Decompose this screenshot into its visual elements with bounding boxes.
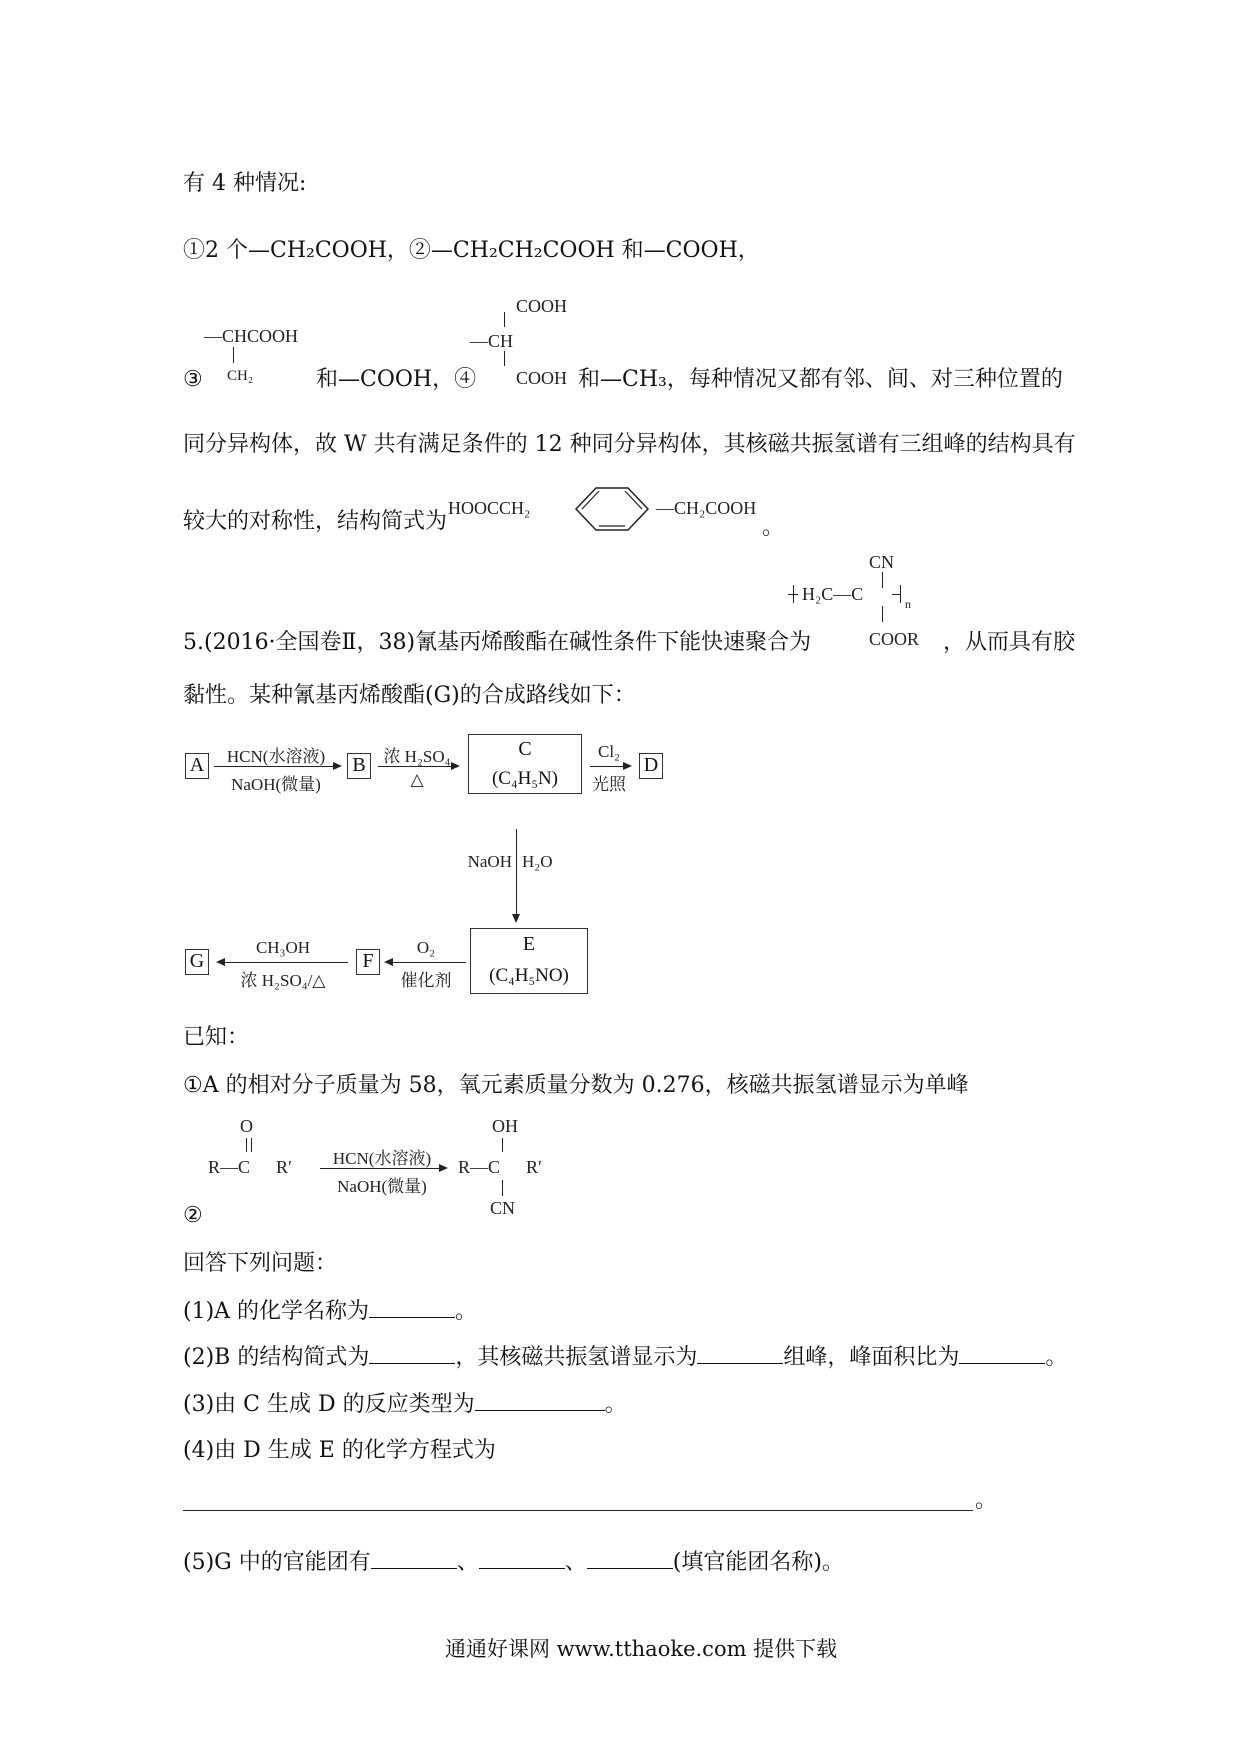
answer-blank-2a[interactable] bbox=[369, 1343, 455, 1364]
arrow-ef bbox=[386, 962, 466, 963]
polymer-bracket-right bbox=[900, 585, 901, 603]
product-cn: CN bbox=[490, 1198, 516, 1218]
polymer-coor: COOR bbox=[869, 629, 920, 649]
case-1-2-text: ①2 个—CH₂COOH，②—CH₂CH₂COOH 和—COOH， bbox=[183, 238, 760, 263]
arrow-bc bbox=[378, 766, 458, 767]
ab-reagent: HCN(水溶液) bbox=[226, 747, 326, 766]
sym-left-group: HOOCCH₂ bbox=[448, 498, 531, 518]
product-oh: OH bbox=[492, 1116, 518, 1136]
box-g: G bbox=[185, 949, 209, 975]
box-e bbox=[470, 928, 588, 994]
ketone-r-prime: R′ bbox=[276, 1157, 292, 1177]
question-3-end: 。 bbox=[604, 1392, 627, 1417]
product-rc: R—C bbox=[458, 1157, 501, 1177]
question-4-text: (4)由 D 生成 E 的化学方程式为 bbox=[183, 1438, 496, 1463]
case-4-text: 和—CH₃，每种情况又都有邻、间、对三种位置的 bbox=[578, 367, 1063, 392]
answer-blank-3[interactable] bbox=[475, 1390, 605, 1411]
sym-right-group: —CH₂COOH bbox=[656, 498, 757, 518]
struct3-bottom: CH₂ bbox=[227, 368, 254, 384]
symmetry-text: 较大的对称性，结构简式为 bbox=[183, 509, 448, 534]
product-r-prime: R′ bbox=[526, 1157, 542, 1177]
box-f: F bbox=[356, 949, 380, 975]
box-c bbox=[468, 734, 582, 794]
struct4-bond-up bbox=[504, 312, 505, 327]
ketone-double-bond-1 bbox=[246, 1138, 247, 1152]
known-item-2: ② bbox=[183, 1203, 203, 1228]
case-3-marker: ③ bbox=[183, 367, 203, 392]
answer-blank-5c[interactable] bbox=[587, 1548, 673, 1569]
ef-reagent: O₂ bbox=[416, 938, 436, 957]
intro-text: 有 4 种情况: bbox=[183, 171, 307, 196]
answer-blank-5b[interactable] bbox=[479, 1548, 565, 1569]
arrow-cd bbox=[590, 766, 630, 767]
box-c-label: C bbox=[518, 738, 532, 760]
bc-condition: △ bbox=[410, 770, 424, 789]
question-5 bbox=[183, 1548, 844, 1577]
polymer-bond-down bbox=[882, 606, 883, 622]
known-item-1: ①A 的相对分子质量为 58，氧元素质量分数为 0.276，核磁共振氢谱显示为单峰 bbox=[183, 1073, 969, 1098]
known-arrow-reagent: HCN(水溶液) bbox=[332, 1149, 432, 1168]
de-reagent-water: H₂O bbox=[522, 852, 553, 871]
box-d: D bbox=[639, 753, 663, 779]
case-3-text: 和—COOH，④ bbox=[316, 367, 477, 392]
known-arrow-condition: NaOH(微量) bbox=[337, 1177, 427, 1196]
known-arrow bbox=[320, 1168, 446, 1169]
question-2-text-c: 组峰，峰面积比为 bbox=[783, 1345, 960, 1370]
struct4-mid: —CH bbox=[470, 331, 514, 351]
question-5-sep-1: 、 bbox=[456, 1550, 479, 1575]
question-3-text: (3)由 C 生成 D 的反应类型为 bbox=[183, 1392, 475, 1417]
de-reagent: NaOH bbox=[467, 852, 512, 871]
struct4-bond-down bbox=[504, 351, 505, 366]
polymer-bond-up bbox=[882, 572, 883, 588]
ketone-o: O bbox=[240, 1116, 253, 1136]
struct3-top: —CHCOOH bbox=[204, 326, 299, 346]
question-4-end: 。 bbox=[975, 1488, 998, 1513]
box-a: A bbox=[185, 753, 209, 779]
ab-condition: NaOH(微量) bbox=[231, 775, 321, 794]
ketone-double-bond-2 bbox=[251, 1138, 252, 1152]
box-c-formula: (C₄H₅N) bbox=[491, 768, 559, 789]
struct4-bottom: COOH bbox=[516, 368, 568, 388]
question-2-end: 。 bbox=[1045, 1345, 1068, 1370]
cd-reagent: Cl₂ bbox=[598, 742, 620, 761]
question-5-end: (填官能团名称)。 bbox=[672, 1550, 844, 1575]
cd-condition: 光照 bbox=[592, 775, 626, 794]
fg-reagent: CH₃OH bbox=[255, 938, 311, 957]
product-bond-down bbox=[502, 1180, 503, 1196]
known-title: 已知： bbox=[183, 1025, 250, 1050]
isomer-text: 同分异构体，故 W 共有满足条件的 12 种同分异构体，其核磁共振氢谱有三组峰的结构具有 bbox=[183, 432, 1076, 457]
arrow-ab bbox=[214, 766, 340, 767]
question-2 bbox=[183, 1343, 1067, 1372]
fg-condition: 浓 H₂SO₄/△ bbox=[240, 971, 326, 990]
box-b: B bbox=[347, 753, 371, 779]
answer-blank-2c[interactable] bbox=[959, 1343, 1045, 1364]
polymer-n: n bbox=[905, 597, 911, 611]
box-e-label: E bbox=[522, 933, 536, 955]
question-5-sep-2: 、 bbox=[564, 1550, 587, 1575]
polymer-cn: CN bbox=[869, 552, 895, 572]
polymer-main: H₂C—C bbox=[802, 584, 864, 604]
question-2-text-b: ，其核磁共振氢谱显示为 bbox=[455, 1345, 698, 1370]
question5-text-cont: ，从而具有胶 bbox=[943, 630, 1076, 655]
ef-condition: 催化剂 bbox=[400, 971, 452, 990]
polymer-bracket-bar-right bbox=[892, 594, 900, 597]
question-5-text: (5)G 中的官能团有 bbox=[183, 1550, 371, 1575]
polymer-bracket-left bbox=[793, 585, 794, 603]
question-3 bbox=[183, 1390, 627, 1419]
answer-blank-2b[interactable] bbox=[697, 1343, 783, 1364]
benzene-ring-icon bbox=[566, 484, 658, 534]
question-1-end: 。 bbox=[455, 1299, 478, 1324]
box-e-formula: (C₄H₅NO) bbox=[489, 965, 569, 986]
question-2-text: (2)B 的结构简式为 bbox=[183, 1345, 370, 1370]
product-bond-up bbox=[502, 1138, 503, 1152]
struct3-bond bbox=[233, 347, 234, 363]
question-1 bbox=[183, 1297, 477, 1326]
questions-title: 回答下列问题： bbox=[183, 1251, 338, 1276]
question5-text: 5.(2016·全国卷Ⅱ，38)氰基丙烯酸酯在碱性条件下能快速聚合为 bbox=[183, 630, 812, 655]
ketone-rc: R—C bbox=[208, 1157, 251, 1177]
period: 。 bbox=[762, 515, 785, 540]
arrow-de bbox=[516, 829, 517, 921]
answer-blank-1[interactable] bbox=[369, 1297, 455, 1318]
struct4-top: COOH bbox=[516, 296, 568, 316]
answer-blank-5a[interactable] bbox=[371, 1548, 457, 1569]
arrow-fg bbox=[218, 962, 348, 963]
question-1-text: (1)A 的化学名称为 bbox=[183, 1299, 370, 1324]
question5-route-intro: 黏性。某种氰基丙烯酸酯(G)的合成路线如下： bbox=[183, 683, 636, 708]
bc-reagent: 浓 H₂SO₄ bbox=[383, 747, 451, 766]
footer-text: 通通好课网 www.tthaoke.com 提供下载 bbox=[445, 1637, 838, 1661]
answer-line-4[interactable] bbox=[183, 1510, 973, 1511]
